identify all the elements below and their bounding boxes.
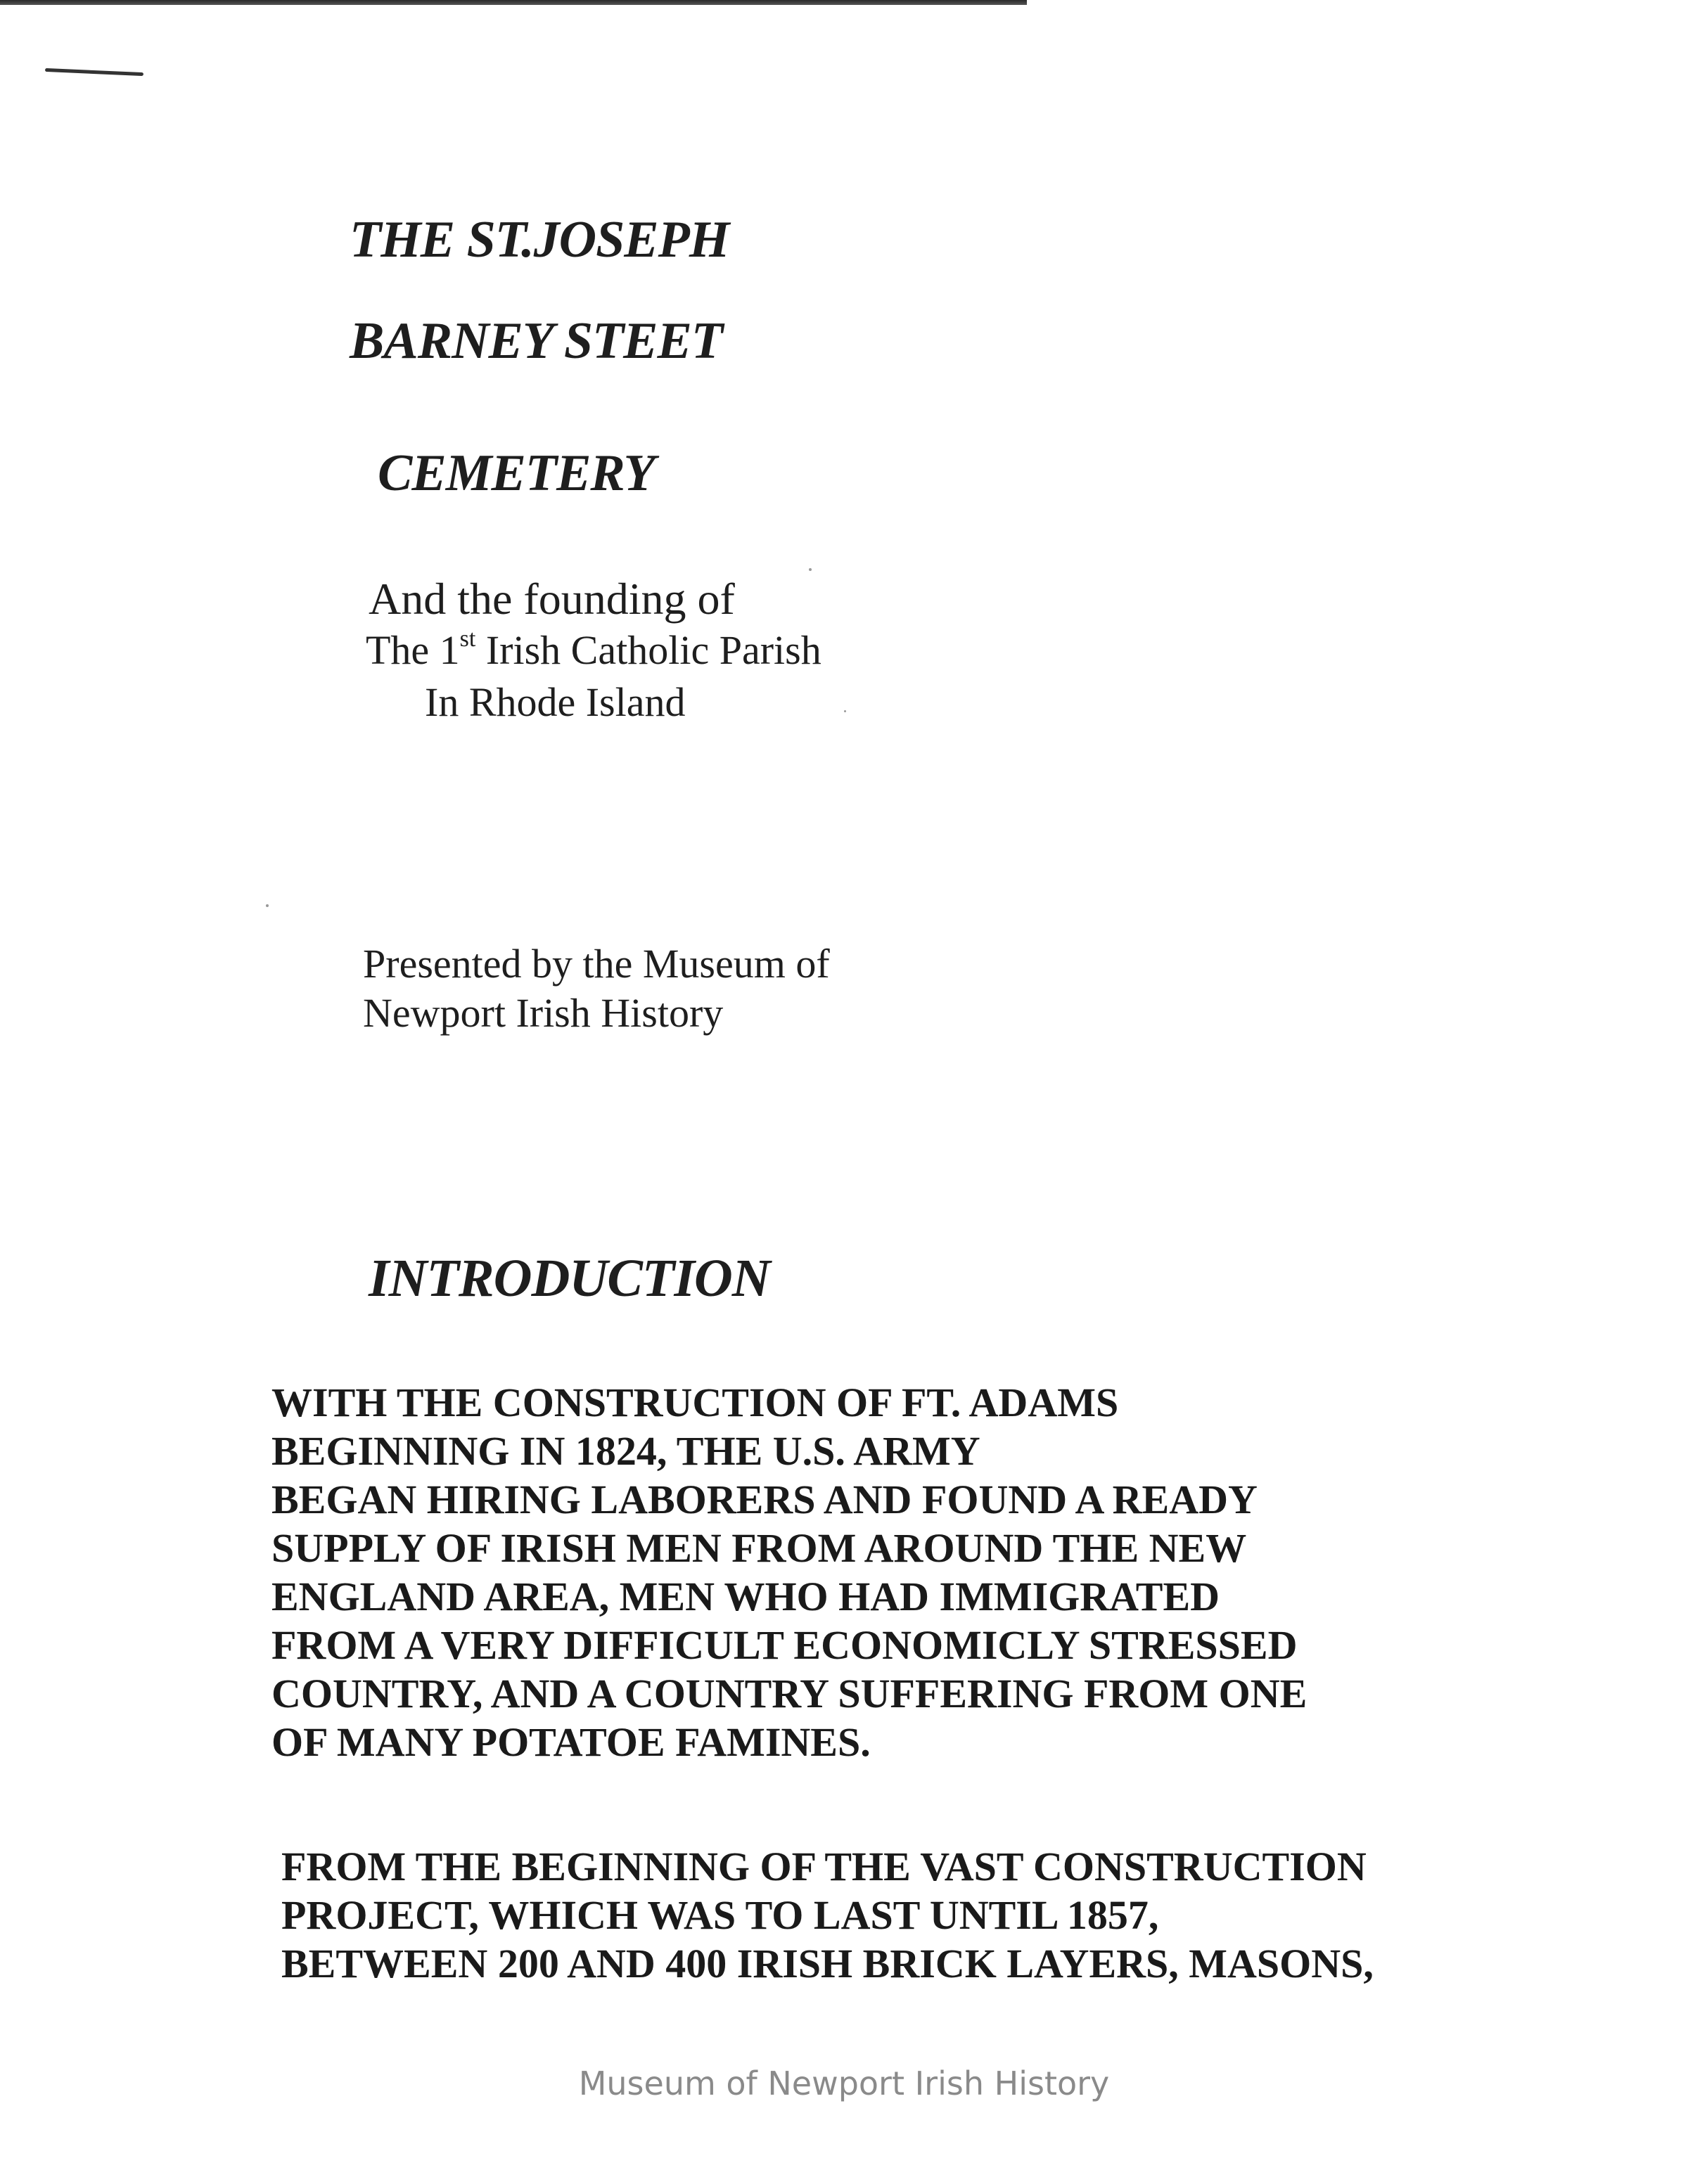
paragraph-line: FROM A VERY DIFFICULT ECONOMICLY STRESSED <box>271 1622 1298 1668</box>
presented-by-line-1: Presented by the Museum of <box>363 941 830 987</box>
paragraph-line: BEGINNING IN 1824, THE U.S. ARMY <box>271 1428 980 1474</box>
subtitle-line-2-prefix: The 1 <box>366 627 460 673</box>
paragraph-line: OF MANY POTATOE FAMINES. <box>271 1719 871 1765</box>
scan-edge-shadow <box>0 0 1027 5</box>
subtitle-line-3: In Rhode Island <box>425 679 686 725</box>
paragraph-line: WITH THE CONSTRUCTION OF FT. ADAMS <box>271 1380 1119 1425</box>
introduction-paragraph-2 <box>281 1842 1374 1988</box>
paragraph-line: BETWEEN 200 AND 400 IRISH BRICK LAYERS, MASONS, <box>281 1941 1374 1986</box>
subtitle-line-1: And the founding of <box>369 574 735 624</box>
introduction-heading: INTRODUCTION <box>369 1249 770 1308</box>
museum-watermark: Museum of Newport Irish History <box>578 2064 1110 2102</box>
stray-pen-mark <box>45 68 143 76</box>
paragraph-line: PROJECT, WHICH WAS TO LAST UNTIL 1857, <box>281 1892 1159 1938</box>
scan-speck <box>844 710 846 712</box>
subtitle-line-2-suffix: Irish Catholic Parish <box>475 627 821 673</box>
paragraph-line: COUNTRY, AND A COUNTRY SUFFERING FROM ONE <box>271 1671 1307 1716</box>
title-line-3: CEMETERY <box>378 444 655 502</box>
title-line-1: THE ST.JOSEPH <box>350 211 729 269</box>
scan-speck <box>266 904 269 907</box>
subtitle-line-2 <box>366 626 821 673</box>
paragraph-line: BEGAN HIRING LABORERS AND FOUND A READY <box>271 1477 1258 1522</box>
title-line-2: BARNEY STEET <box>350 312 723 370</box>
paragraph-line: SUPPLY OF IRISH MEN FROM AROUND THE NEW <box>271 1525 1247 1571</box>
paragraph-line: FROM THE BEGINNING OF THE VAST CONSTRUCTION <box>281 1844 1367 1889</box>
scan-speck <box>809 568 812 571</box>
paragraph-line: ENGLAND AREA, MEN WHO HAD IMMIGRATED <box>271 1574 1220 1619</box>
presented-by-line-2: Newport Irish History <box>363 990 724 1036</box>
ordinal-superscript: st <box>459 626 476 652</box>
introduction-paragraph-1 <box>271 1378 1307 1766</box>
